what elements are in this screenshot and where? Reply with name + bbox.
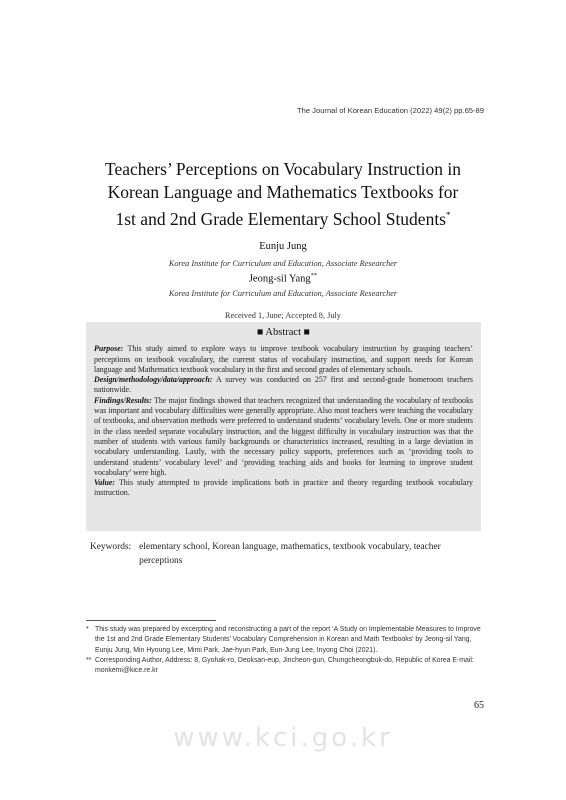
footnotes	[86, 625, 490, 676]
footnote-2-text: Corresponding Author, Address: 8, Gyohak-ro, Deoksan-eup, Jincheon-gun, Chungcheongbuk-do, Republic of Korea E-mail: monkemi@kice.re.kr	[95, 656, 474, 675]
footnote-divider	[86, 620, 216, 621]
purpose-text: This study aimed to explore ways to improve textbook vocabulary instruction by grasping teachers’ perceptions on textbook vocabulary, the current status of vocabulary instruction, and support needs for Korean language and Mathematics textbook vocabulary in the first and second grades of elementary schools.	[94, 344, 473, 374]
abstract-heading: ■ Abstract ■	[257, 327, 310, 338]
abstract-box	[86, 322, 481, 531]
author-2-affiliation: Korea Institute for Curriculum and Education, Associate Researcher	[168, 289, 398, 298]
page-number: 65	[474, 700, 484, 711]
value-label: Value:	[94, 478, 116, 488]
title-line-1: Teachers’ Perceptions on Vocabulary Instruction in	[105, 159, 461, 179]
author-1-affiliation: Korea Institute for Curriculum and Education, Associate Researcher	[168, 259, 398, 268]
journal-reference: The Journal of Korean Education (2022) 49(2) pp.65-89	[296, 106, 484, 115]
abstract-findings	[94, 396, 473, 478]
findings-label: Findings/Results:	[94, 395, 152, 405]
received-dates: Received 1, June; Accepted 8, July	[225, 311, 341, 320]
author-1-name: Eunju Jung	[259, 241, 307, 252]
keywords	[90, 540, 480, 568]
title-line-3: 1st and 2nd Grade Elementary School Students*	[115, 208, 451, 229]
title-line-2: Korean Language and Mathematics Textbooks for	[107, 182, 459, 202]
watermark: www.kci.go.kr	[173, 723, 393, 753]
author-2-footnote-mark: **	[310, 272, 318, 279]
footnote-1-text: This study was prepared by excerpting and reconstructing a part of the report ‘A Study on Implementable Measures to Improve the 1st and 2nd Grade Elementary Students’ Vocabulary Comprehension in Korean and Math Textbooks’ by Jeong-sil Yang, Eunju Jung, Min Hyoung Lee, Mimi Park, Jae-hyun Park, Eun-Jung Lee, Inyong Choi (2021).	[95, 626, 481, 654]
footnote-1	[86, 625, 490, 656]
value-text: This study attempted to provide implications both in practice and theory regarding textbook vocabulary instruction.	[94, 478, 473, 498]
abstract-design	[94, 375, 473, 396]
purpose-label: Purpose:	[94, 344, 124, 354]
paper-title	[60, 158, 506, 231]
findings-text: The major findings showed that teachers recognized that understanding the vocabulary of textbooks was important and vocabulary difficulties were generally appropriate. Also most teachers were teaching the vocabulary of textbooks, and observation methods were preferred to understand students’ vocabulary levels. One or more students in the class needed separate vocabulary instruction, and the biggest difficulty in vocabulary instruction was that the number of students with various family backgrounds or characteristics increased, resulting in a large deviation in vocabulary understanding. Lastly, with the necessary policy supports, preferences such as ‘providing tools to understand students’ vocabulary level’ and ‘providing teaching aids and books for learning to improve student vocabulary’ were high.	[94, 395, 473, 477]
abstract-purpose	[94, 344, 473, 375]
keywords-label: Keywords:	[90, 542, 132, 552]
design-text: A survey was conducted on 257 first and second-grade homeroom teachers nationwide.	[94, 375, 473, 395]
design-label: Design/methodology/data/approach:	[94, 375, 213, 385]
footnote-1-mark: *	[86, 626, 89, 633]
footnote-2	[86, 656, 490, 677]
footnote-2-mark: **	[86, 656, 92, 664]
author-2-name: Jeong-sil Yang**	[248, 272, 318, 285]
abstract-value	[94, 478, 473, 499]
keywords-text: elementary school, Korean language, mathematics, textbook vocabulary, teacher perceptions	[139, 542, 441, 566]
title-footnote-mark: *	[446, 210, 451, 220]
